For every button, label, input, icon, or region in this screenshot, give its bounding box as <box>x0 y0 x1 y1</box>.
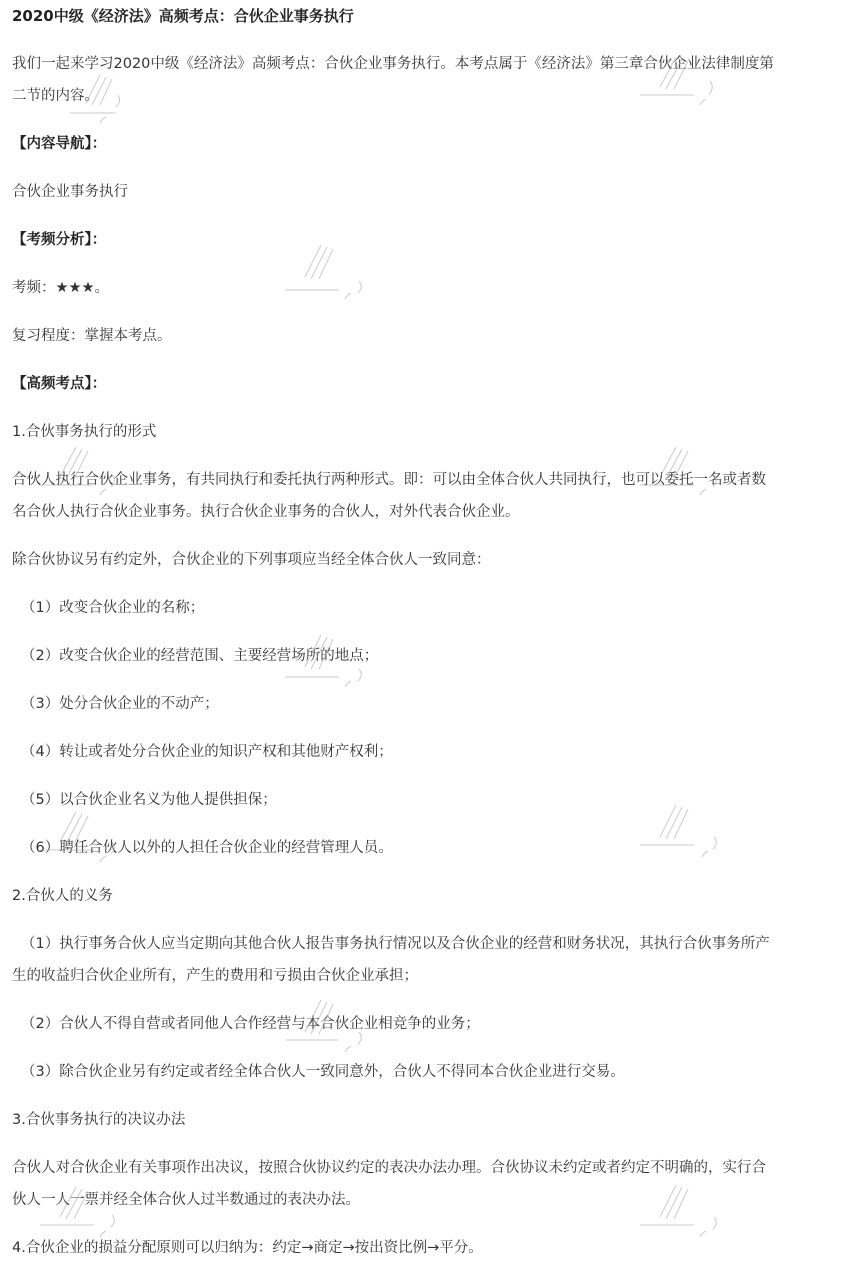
article-title: 2020中级《经济法》高频考点：合伙企业事务执行 <box>12 7 354 25</box>
section-2-list-item: （3）除合伙企业另有约定或者经全体合伙人一致同意外，合伙人不得同本合伙企业进行交易。 <box>21 1064 625 1080</box>
section-4-text: 4.合伙企业的损益分配原则可以归纳为：约定→商定→按出资比例→平分。 <box>12 1240 483 1256</box>
section-1-paragraph-line-1: 合伙人执行合伙企业事务，有共同执行和委托执行两种形式。即：可以由全体合伙人共同执行，也可以委托一名或者数 <box>12 472 766 488</box>
section-3-paragraph-line-1: 合伙人对合伙企业有关事项作出决议，按照合伙协议约定的表决办法办理。合伙协议未约定或者约定不明确的，实行合 <box>12 1160 766 1176</box>
section-1-paragraph-line-2: 名合伙人执行合伙企业事务。执行合伙企业事务的合伙人，对外代表合伙企业。 <box>12 504 520 520</box>
section-1-list-item: （4）转让或者处分合伙企业的知识产权和其他财产权利； <box>21 744 393 760</box>
section-1-list-item: （1）改变合伙企业的名称； <box>21 600 205 616</box>
key-points-heading: 【高频考点】： <box>12 376 107 392</box>
frequency-rating: 考频：★★★。 <box>12 280 109 296</box>
content-nav-heading: 【内容导航】： <box>12 136 107 152</box>
intro-paragraph-line-1: 我们一起来学习2020中级《经济法》高频考点：合伙企业事务执行。本考点属于《经济法》第三章合伙企业法律制度第 <box>12 56 774 72</box>
section-1-list-item: （2）改变合伙企业的经营范围、主要经营场所的地点； <box>21 648 379 664</box>
section-2-heading: 2.合伙人的义务 <box>12 888 113 904</box>
section-1-heading: 1.合伙事务执行的形式 <box>12 424 157 440</box>
frequency-analysis-heading: 【考频分析】： <box>12 232 107 248</box>
section-3-paragraph-line-2: 伙人一人一票并经全体合伙人过半数通过的表决办法。 <box>12 1192 360 1208</box>
intro-paragraph-line-2: 二节的内容。 <box>12 88 99 104</box>
section-2-list-item-line-2: 生的收益归合伙企业所有，产生的费用和亏损由合伙企业承担； <box>12 968 418 984</box>
section-1-list-item: （5）以合伙企业名义为他人提供担保； <box>21 792 277 808</box>
section-2-list-item-line-1: （1）执行事务合伙人应当定期向其他合伙人报告事务执行情况以及合伙企业的经营和财务状况，其执行合伙事务所产 <box>21 936 770 952</box>
section-1-list-intro: 除合伙协议另有约定外，合伙企业的下列事项应当经全体合伙人一致同意： <box>12 552 491 568</box>
section-2-list-item: （2）合伙人不得自营或者同他人合作经营与本合伙企业相竞争的业务； <box>21 1016 480 1032</box>
content-nav-item: 合伙企业事务执行 <box>12 184 128 200</box>
section-3-heading: 3.合伙事务执行的决议办法 <box>12 1112 186 1128</box>
section-1-list-item: （3）处分合伙企业的不动产； <box>21 696 219 712</box>
review-level: 复习程度：掌握本考点。 <box>12 328 172 344</box>
section-1-list-item: （6）聘任合伙人以外的人担任合伙企业的经营管理人员。 <box>21 840 393 856</box>
